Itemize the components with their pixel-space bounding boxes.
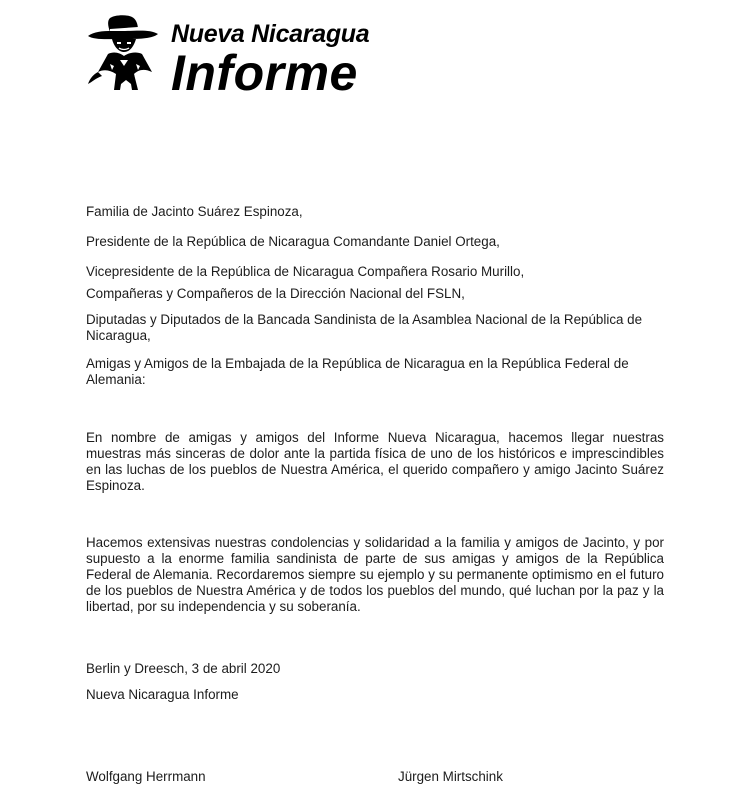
signature-left: Wolfgang Herrmann: [86, 769, 206, 784]
salutation-line: Presidente de la República de Nicaragua Comandante Daniel Ortega,: [86, 234, 500, 249]
place-date: Berlin y Dreesch, 3 de abril 2020: [86, 661, 281, 676]
signature-right: Jürgen Mirtschink: [398, 769, 503, 784]
salutation-line: Compañeras y Compañeros de la Dirección Nacional del FSLN,: [86, 286, 465, 301]
sender-name: Nueva Nicaragua Informe: [86, 687, 239, 702]
salutation-line: Vicepresidente de la República de Nicaragua Compañera Rosario Murillo,: [86, 264, 525, 279]
salutation-line: Diputadas y Diputados de la Bancada Sandinista de la Asamblea Nacional de la República de Nicaragua,: [86, 312, 643, 343]
condolence-paragraph: En nombre de amigas y amigos del Informe Nueva Nicaragua, hacemos llegar nuestras muestras más sinceras de dolor ante la partida física de uno de los históricos e imprescindibles en las luchas de los pueblos de Nuestra América, el querido compañero y amigo Jacinto Suárez Espinoza.: [86, 430, 664, 493]
salutation-line: Amigas y Amigos de la Embajada de la República de Nicaragua en la República Federal de Alemania:: [86, 356, 629, 387]
sandino-silhouette-icon: [86, 14, 160, 90]
logo-subtitle: Informe: [171, 45, 358, 101]
logo-title: Nueva Nicaragua: [171, 20, 370, 48]
solidarity-paragraph: Hacemos extensivas nuestras condolencias y solidaridad a la familia y amigos de Jacinto, y por supuesto a la enorme familia sandinista de parte de sus amigas y amigos de la República Federal de Alemania. Recordaremos siempre su ejemplo y su permanente optimismo en el futuro de los pueblos de Nuestra América y de todos los pueblos del mundo, qué luchan por la paz y la libertad, por su independencia y su soberanía.: [86, 535, 664, 614]
salutation-line: Familia de Jacinto Suárez Espinoza,: [86, 204, 303, 219]
